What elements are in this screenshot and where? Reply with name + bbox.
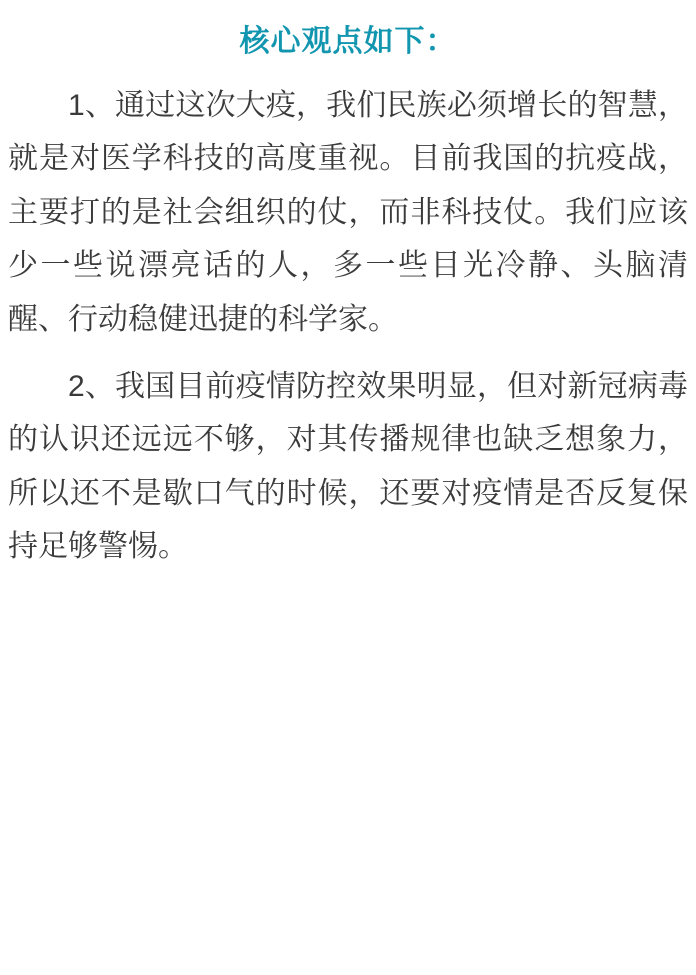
page-title: 核心观点如下： [239, 25, 457, 58]
paragraph-2: 2、我国目前疫情防控效果明显，但对新冠病毒的认识还远远不够，对其传播规律也缺乏想象力，所以还不是歇口气的时候，还要对疫情是否反复保持足够警惕。 [8, 369, 688, 564]
paragraph-1: 1、通过这次大疫，我们民族必须增长的智慧，就是对医学科技的高度重视。目前我国的抗疫战，主要打的是社会组织的仗，而非科技仗。我们应该少一些说漂亮话的人，多一些目光冷静、头脑清醒、行动稳健迅捷的科学家。 [8, 89, 688, 336]
